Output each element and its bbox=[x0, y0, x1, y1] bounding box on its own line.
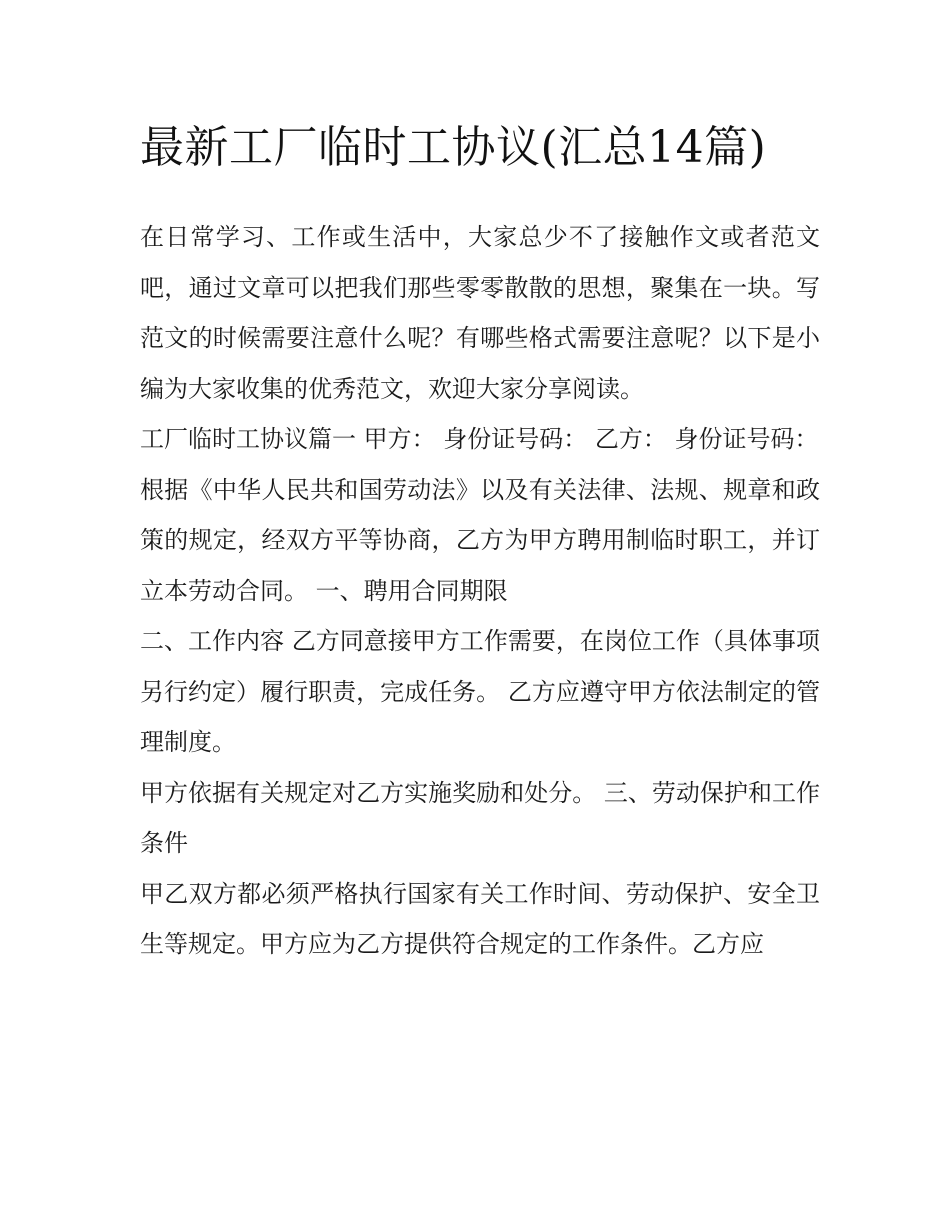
paragraph-labor-protection: 甲乙双方都必须严格执行国家有关工作时间、劳动保护、安全卫生等规定。甲方应为乙方提供符合规定的工作条件。乙方应 bbox=[140, 879, 820, 958]
paragraph-work-content: 二、工作内容 乙方同意接甲方工作需要，在岗位工作（具体事项另行约定）履行职责，完成任务。 乙方应遵守甲方依法制定的管理制度。 bbox=[140, 627, 820, 756]
paragraph-rewards: 甲方依据有关规定对乙方实施奖励和处分。 三、劳动保护和工作条件 bbox=[140, 778, 820, 857]
document-title: 最新工厂临时工协议(汇总14篇) bbox=[140, 122, 767, 173]
paragraph-parties: 工厂临时工协议篇一 甲方： 身份证号码： 乙方： 身份证号码： bbox=[140, 425, 819, 453]
paragraph-intro: 在日常学习、工作或生活中，大家总少不了接触作文或者范文吧，通过文章可以把我们那些零零散散的思想，聚集在一块。写范文的时候需要注意什么呢？有哪些格式需要注意呢？以下是小编为大家收集的优秀范文，欢迎大家分享阅读。 bbox=[140, 223, 820, 403]
paragraph-basis: 根据《中华人民共和国劳动法》以及有关法律、法规、规章和政策的规定，经双方平等协商，乙方为甲方聘用制临时职工，并订立本劳动合同。 一、聘用合同期限 bbox=[140, 475, 820, 605]
document-body bbox=[140, 110, 820, 970]
